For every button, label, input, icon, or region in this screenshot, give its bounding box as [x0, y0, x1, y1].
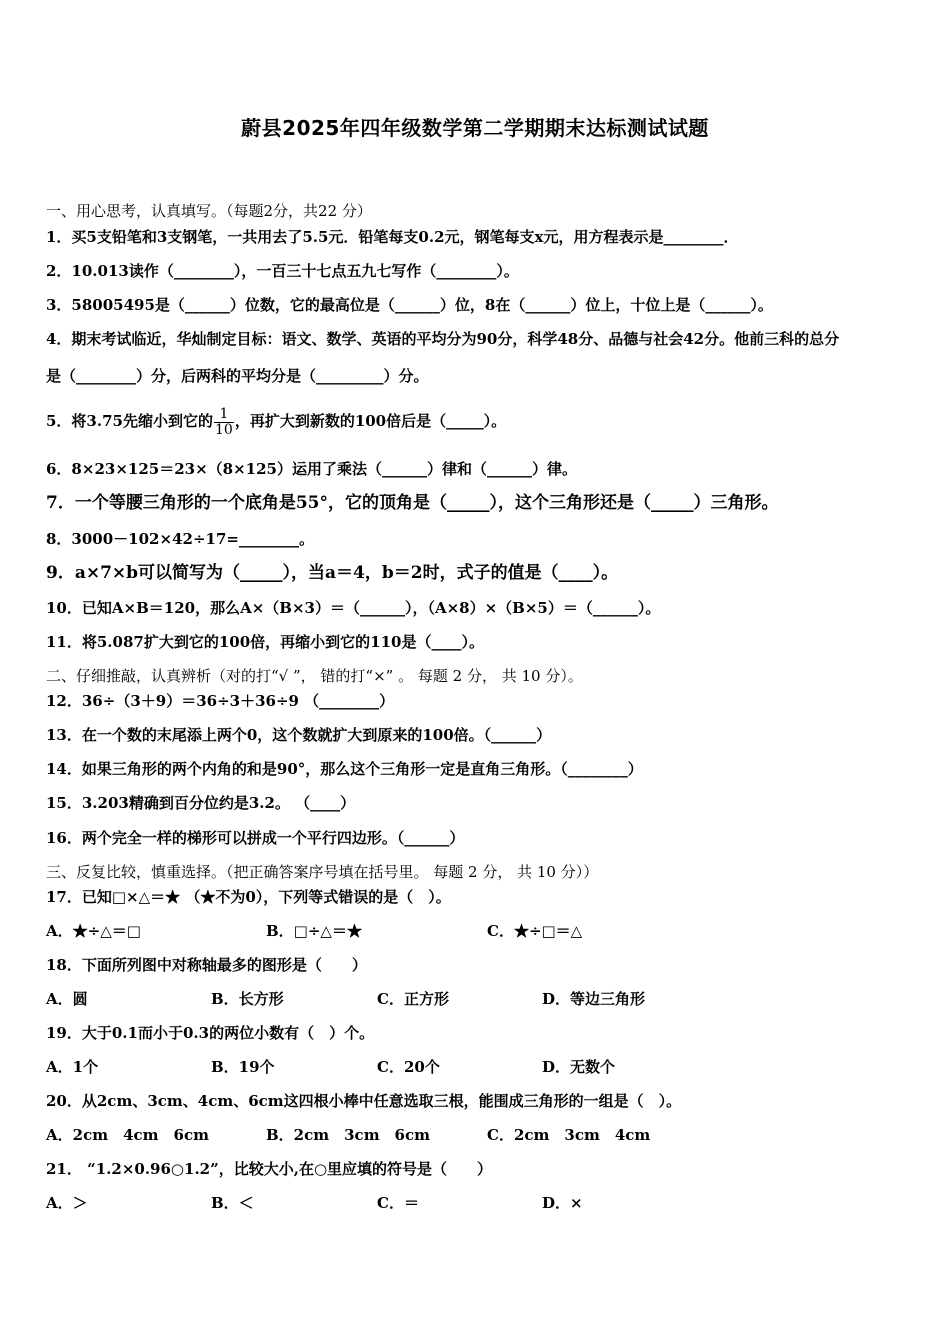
section-1-heading: 一、用心思考，认真填写。（每题2分，共22 分）	[46, 202, 372, 220]
fraction-numerator: 1	[214, 407, 234, 423]
q20-option-c: C．2cm 3cm 4cm	[487, 1126, 651, 1144]
question-4-line-1: 4．期末考试临近，华灿制定目标：语文、数学、英语的平均分为90分，科学48分、品德与社会42分。他前三科的总分	[46, 330, 840, 348]
q21-option-d: D．×	[542, 1194, 583, 1212]
q19-option-d: D．无数个	[542, 1058, 616, 1076]
question-19: 19．大于0.1而小于0.3的两位小数有（ ）个。	[46, 1024, 375, 1042]
question-11: 11．将5.087扩大到它的100倍，再缩小到它的110是（____）。	[46, 633, 484, 651]
question-5	[46, 397, 506, 445]
page-title: 蔚县2025年四年级数学第二学期期末达标测试试题	[241, 116, 709, 140]
question-2: 2．10.013读作（________），一百三十七点五九七写作（________）。	[46, 262, 519, 280]
question-21: 21． “1.2×0.96○1.2”，比较大小,在○里应填的符号是（ ）	[46, 1160, 493, 1178]
question-10: 10．已知A×B＝120，那么A×（B×3）＝（______），（A×8）×（B×5）＝（______）。	[46, 599, 661, 617]
question-18: 18．下面所列图中对称轴最多的图形是（ ）	[46, 956, 367, 974]
question-5-text-end: ，再扩大到新数的100倍后是（_____）。	[234, 412, 507, 430]
question-20: 20．从2cm、3cm、4cm、6cm这四根小棒中任意选取三根，能围成三角形的一组是（ ）。	[46, 1092, 682, 1110]
q20-option-b: B．2cm 3cm 6cm	[266, 1126, 431, 1144]
question-3: 3．58005495是（______）位数，它的最高位是（______）位，8在（______）位上，十位上是（______）。	[46, 296, 773, 314]
fraction-denominator: 10	[214, 421, 233, 438]
q19-option-a: A．1个	[46, 1058, 99, 1076]
q20-option-a: A．2cm 4cm 6cm	[46, 1126, 209, 1144]
question-16: 16．两个完全一样的梯形可以拼成一个平行四边形。（______）	[46, 829, 465, 847]
q17-option-a: A．★÷△＝□	[46, 922, 141, 940]
question-14: 14．如果三角形的两个内角的和是90°，那么这个三角形一定是直角三角形。（________）	[46, 760, 643, 778]
q18-option-c: C．正方形	[377, 990, 449, 1008]
question-13: 13．在一个数的末尾添上两个0，这个数就扩大到原来的100倍。（______）	[46, 726, 552, 744]
question-7: 7．一个等腰三角形的一个底角是55°，它的顶角是（_____），这个三角形还是（_____）三角形。	[46, 493, 779, 513]
q17-option-b: B．□÷△＝★	[266, 922, 362, 940]
question-17: 17．已知□×△＝★ （★不为0），下列等式错误的是（ ）。	[46, 888, 451, 906]
question-9: 9．a×7×b可以简写为（_____），当a＝4，b＝2时，式子的值是（____）。	[46, 563, 619, 583]
q21-option-a: A．＞	[46, 1194, 88, 1212]
q18-option-a: A．圆	[46, 990, 88, 1008]
q21-option-b: B．＜	[211, 1194, 254, 1212]
fraction-one-tenth	[214, 407, 234, 438]
question-8: 8．3000－102×42÷17=________。	[46, 530, 314, 548]
q18-option-d: D．等边三角形	[542, 990, 646, 1008]
q17-option-c: C．★÷□＝△	[487, 922, 583, 940]
q21-option-c: C．＝	[377, 1194, 419, 1212]
q19-option-c: C．20个	[377, 1058, 440, 1076]
question-6: 6．8×23×125＝23×（8×125）运用了乘法（______）律和（______）律。	[46, 460, 577, 478]
section-2-heading: 二、仔细推敲，认真辨析（对的打“√ ”， 错的打“×” 。 每题 2 分， 共 10 分）。	[46, 667, 583, 685]
question-5-text-start: 5．将3.75先缩小到它的	[46, 412, 213, 430]
question-12: 12．36÷（3＋9）＝36÷3＋36÷9 （________）	[46, 692, 395, 710]
question-15: 15．3.203精确到百分位约是3.2。 （____）	[46, 794, 356, 812]
q19-option-b: B．19个	[211, 1058, 275, 1076]
q18-option-b: B．长方形	[211, 990, 284, 1008]
question-4-line-2: 是（________）分，后两科的平均分是（_________）分。	[46, 367, 429, 385]
question-1: 1．买5支铅笔和3支钢笔，一共用去了5.5元．铅笔每支0.2元，钢笔每支x元，用方程表示是________．	[46, 228, 739, 246]
section-3-heading: 三、反复比较，慎重选择。（把正确答案序号填在括号里。 每题 2 分， 共 10 分））	[46, 863, 599, 881]
